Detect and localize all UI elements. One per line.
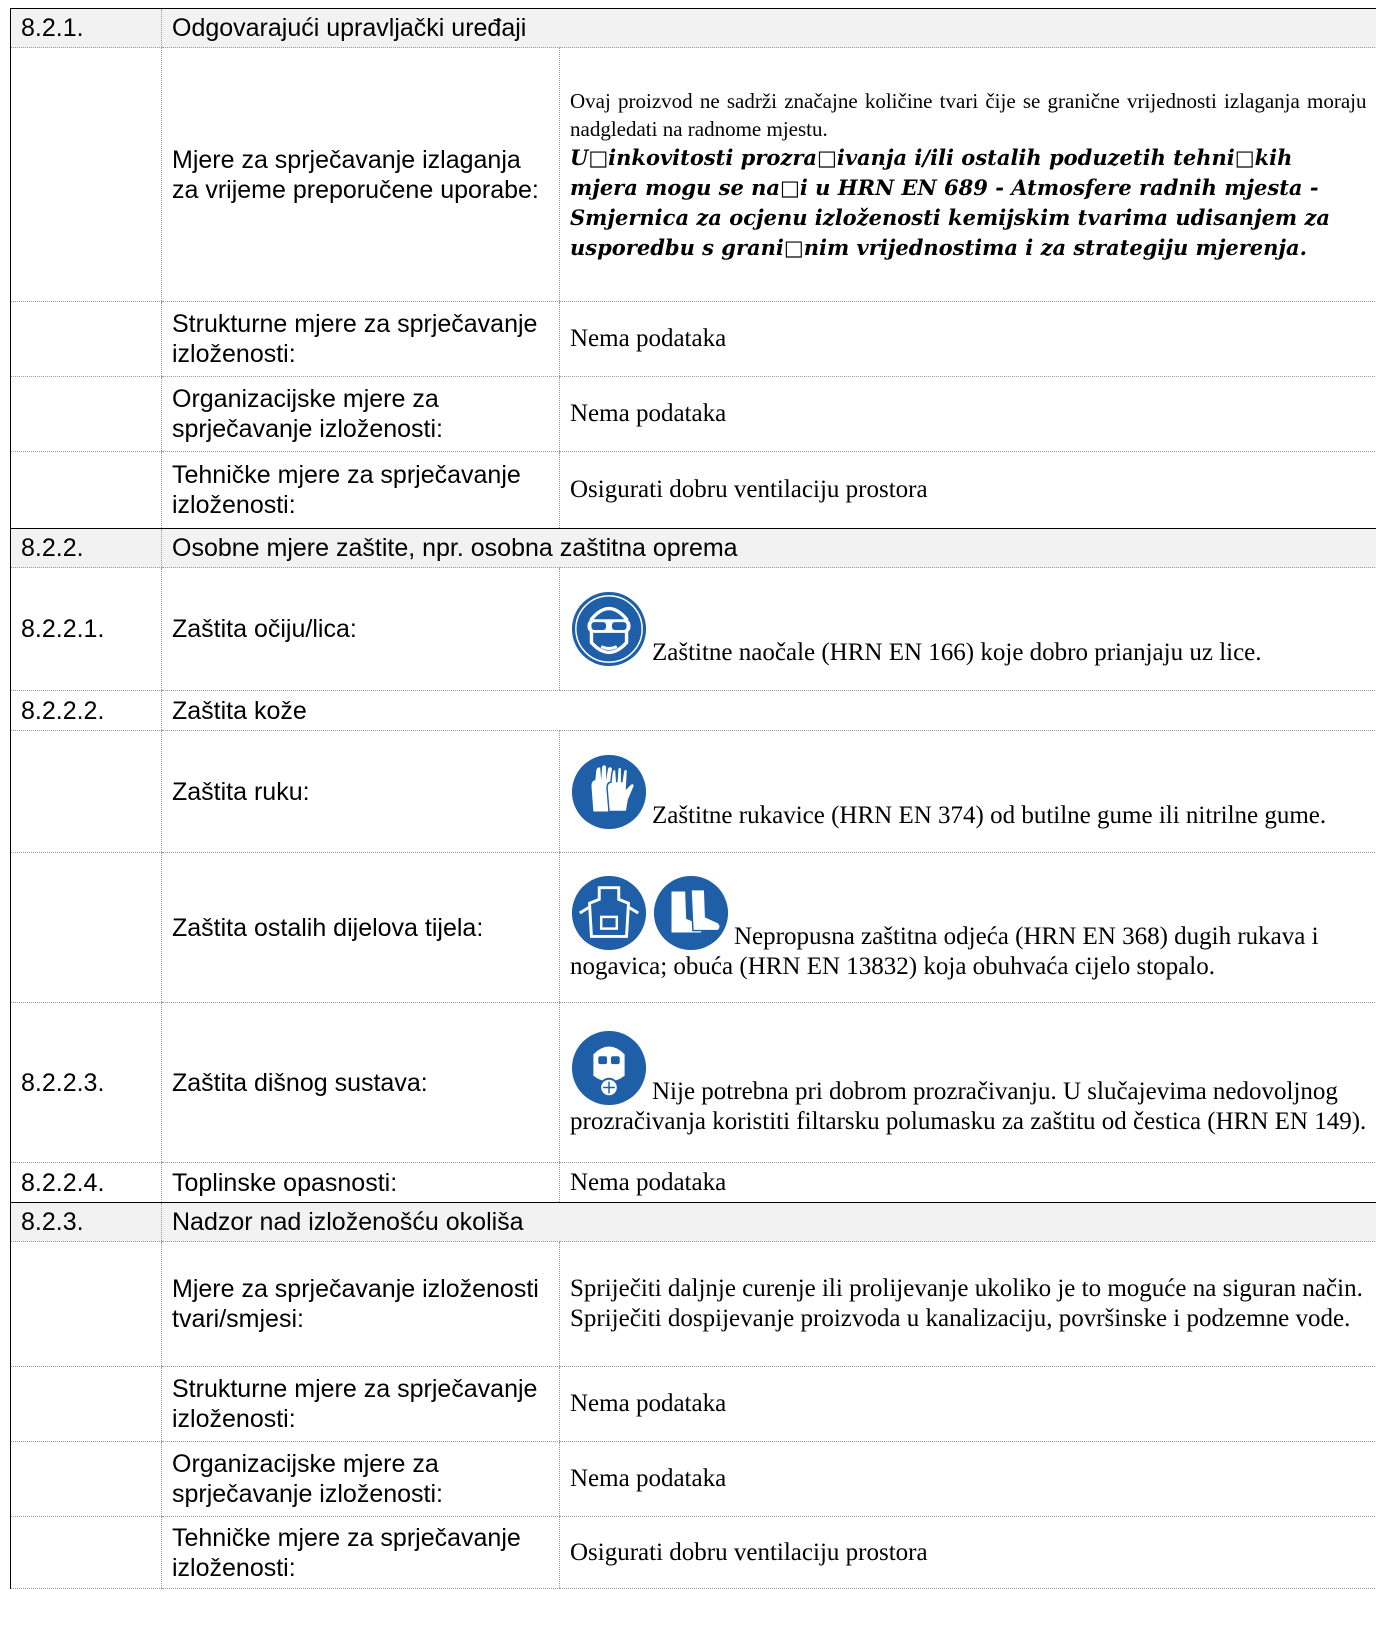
empty-cell: [11, 377, 162, 452]
row-label: Zaštita dišnog sustava:: [162, 1003, 560, 1163]
row-value: [560, 731, 1376, 853]
exposure-controls-table: [10, 8, 1376, 1589]
section-header-823: [11, 1203, 1376, 1242]
section-number: 8.2.2.2.: [11, 691, 162, 731]
row-value: Nema podataka: [560, 377, 1376, 452]
value-text: Ovaj proizvod ne sadrži značajne količine tvari čije se granične vrijednosti izlaganja moraju nadgledati na radnome mjestu.: [570, 88, 1367, 141]
row-value: [560, 568, 1376, 691]
row-label: Strukturne mjere za sprječavanje izloženosti:: [162, 302, 560, 377]
section-number: 8.2.2.: [11, 529, 162, 568]
row-value: Osigurati dobru ventilaciju prostora: [560, 1517, 1376, 1589]
row-label: Organizacijske mjere za sprječavanje izloženosti:: [162, 377, 560, 452]
table-row: [11, 377, 1376, 452]
section-title: Odgovarajući upravljački uređaji: [162, 9, 1376, 48]
row-number: 8.2.2.3.: [11, 1003, 162, 1163]
table-row: [11, 1163, 1376, 1203]
row-value: Nema podataka: [560, 1163, 1376, 1203]
boots-icon: [652, 874, 730, 952]
table-row: [11, 1003, 1376, 1163]
row-label: Toplinske opasnosti:: [162, 1163, 560, 1203]
empty-cell: [11, 1367, 162, 1442]
section-number: 8.2.1.: [11, 9, 162, 48]
table-row: [11, 452, 1376, 529]
table-row: [11, 853, 1376, 1003]
row-value: [560, 853, 1376, 1003]
empty-cell: [11, 302, 162, 377]
section-title: Osobne mjere zaštite, npr. osobna zaštitna oprema: [162, 529, 1376, 568]
row-label: Zaštita ostalih dijelova tijela:: [162, 853, 560, 1003]
table-row: [11, 568, 1376, 691]
gloves-icon: [570, 753, 648, 831]
section-header-821: [11, 9, 1376, 48]
row-label: Strukturne mjere za sprječavanje izloženosti:: [162, 1367, 560, 1442]
row-value: [560, 1003, 1376, 1163]
empty-cell: [11, 1517, 162, 1589]
empty-cell: [11, 731, 162, 853]
empty-cell: [11, 48, 162, 302]
value-text: Nije potrebna pri dobrom prozračivanju. U slučajevima nedovoljnog prozračivanja koristiti filtarsku polumasku za zaštitu od čestica (HRN EN 149).: [570, 1077, 1367, 1135]
row-label: Tehničke mjere za sprječavanje izloženosti:: [162, 1517, 560, 1589]
table-row: [11, 1442, 1376, 1517]
row-number: 8.2.2.4.: [11, 1163, 162, 1203]
table-row: [11, 48, 1376, 302]
row-label: Mjere za sprječavanje izlaganja za vrijeme preporučene uporabe:: [162, 48, 560, 302]
row-value: Osigurati dobru ventilaciju prostora: [560, 452, 1376, 529]
goggles-icon: [570, 590, 648, 668]
empty-cell: [11, 1242, 162, 1367]
value-bold-italic-text: U□inkovitosti prozra□ivanja i/ili ostalih poduzetih tehni□kih mjera mogu se na□i u HRN EN 689 - Atmosfere radnih mjesta - Smjernica za ocjenu izloženosti kemijskim tvarima udisanjem za usporedbu s grani□nim vrijednostima i za strategiju mjerenja.: [570, 144, 1330, 260]
row-value: [560, 48, 1376, 302]
table-row: [11, 302, 1376, 377]
value-text: Zaštitne naočale (HRN EN 166) koje dobro prianjaju uz lice.: [652, 639, 1262, 666]
section-title: Zaštita kože: [162, 691, 1376, 731]
value-text: Zaštitne rukavice (HRN EN 374) od butilne gume ili nitrilne gume.: [652, 801, 1327, 829]
section-header-822: [11, 529, 1376, 568]
section-number: 8.2.3.: [11, 1203, 162, 1242]
row-label: Tehničke mjere za sprječavanje izloženosti:: [162, 452, 560, 529]
empty-cell: [11, 853, 162, 1003]
row-label: Zaštita ruku:: [162, 731, 560, 853]
apron-icon: [570, 874, 648, 952]
row-label: Organizacijske mjere za sprječavanje izloženosti:: [162, 1442, 560, 1517]
section-title: Nadzor nad izloženošću okoliša: [162, 1203, 1376, 1242]
row-value: Nema podataka: [560, 1367, 1376, 1442]
table-row: [11, 1242, 1376, 1367]
section-header-8222: [11, 691, 1376, 731]
empty-cell: [11, 452, 162, 529]
respirator-icon: [570, 1029, 648, 1107]
row-value: Spriječiti daljnje curenje ili prolijevanje ukoliko je to moguće na siguran način. Spriječiti dospijevanje proizvoda u kanalizaciju, površinske i podzemne vode.: [560, 1242, 1376, 1367]
row-value: Nema podataka: [560, 1442, 1376, 1517]
table-row: [11, 1517, 1376, 1589]
row-value: Nema podataka: [560, 302, 1376, 377]
value-text: Nepropusna zaštitna odjeća (HRN EN 368) dugih rukava i nogavica; obuća (HRN EN 13832) koja obuhvaća cijelo stopalo.: [570, 922, 1319, 980]
empty-cell: [11, 1442, 162, 1517]
row-number: 8.2.2.1.: [11, 568, 162, 691]
table-row: [11, 731, 1376, 853]
row-label: Zaštita očiju/lica:: [162, 568, 560, 691]
table-row: [11, 1367, 1376, 1442]
row-label: Mjere za sprječavanje izloženosti tvari/smjesi:: [162, 1242, 560, 1367]
